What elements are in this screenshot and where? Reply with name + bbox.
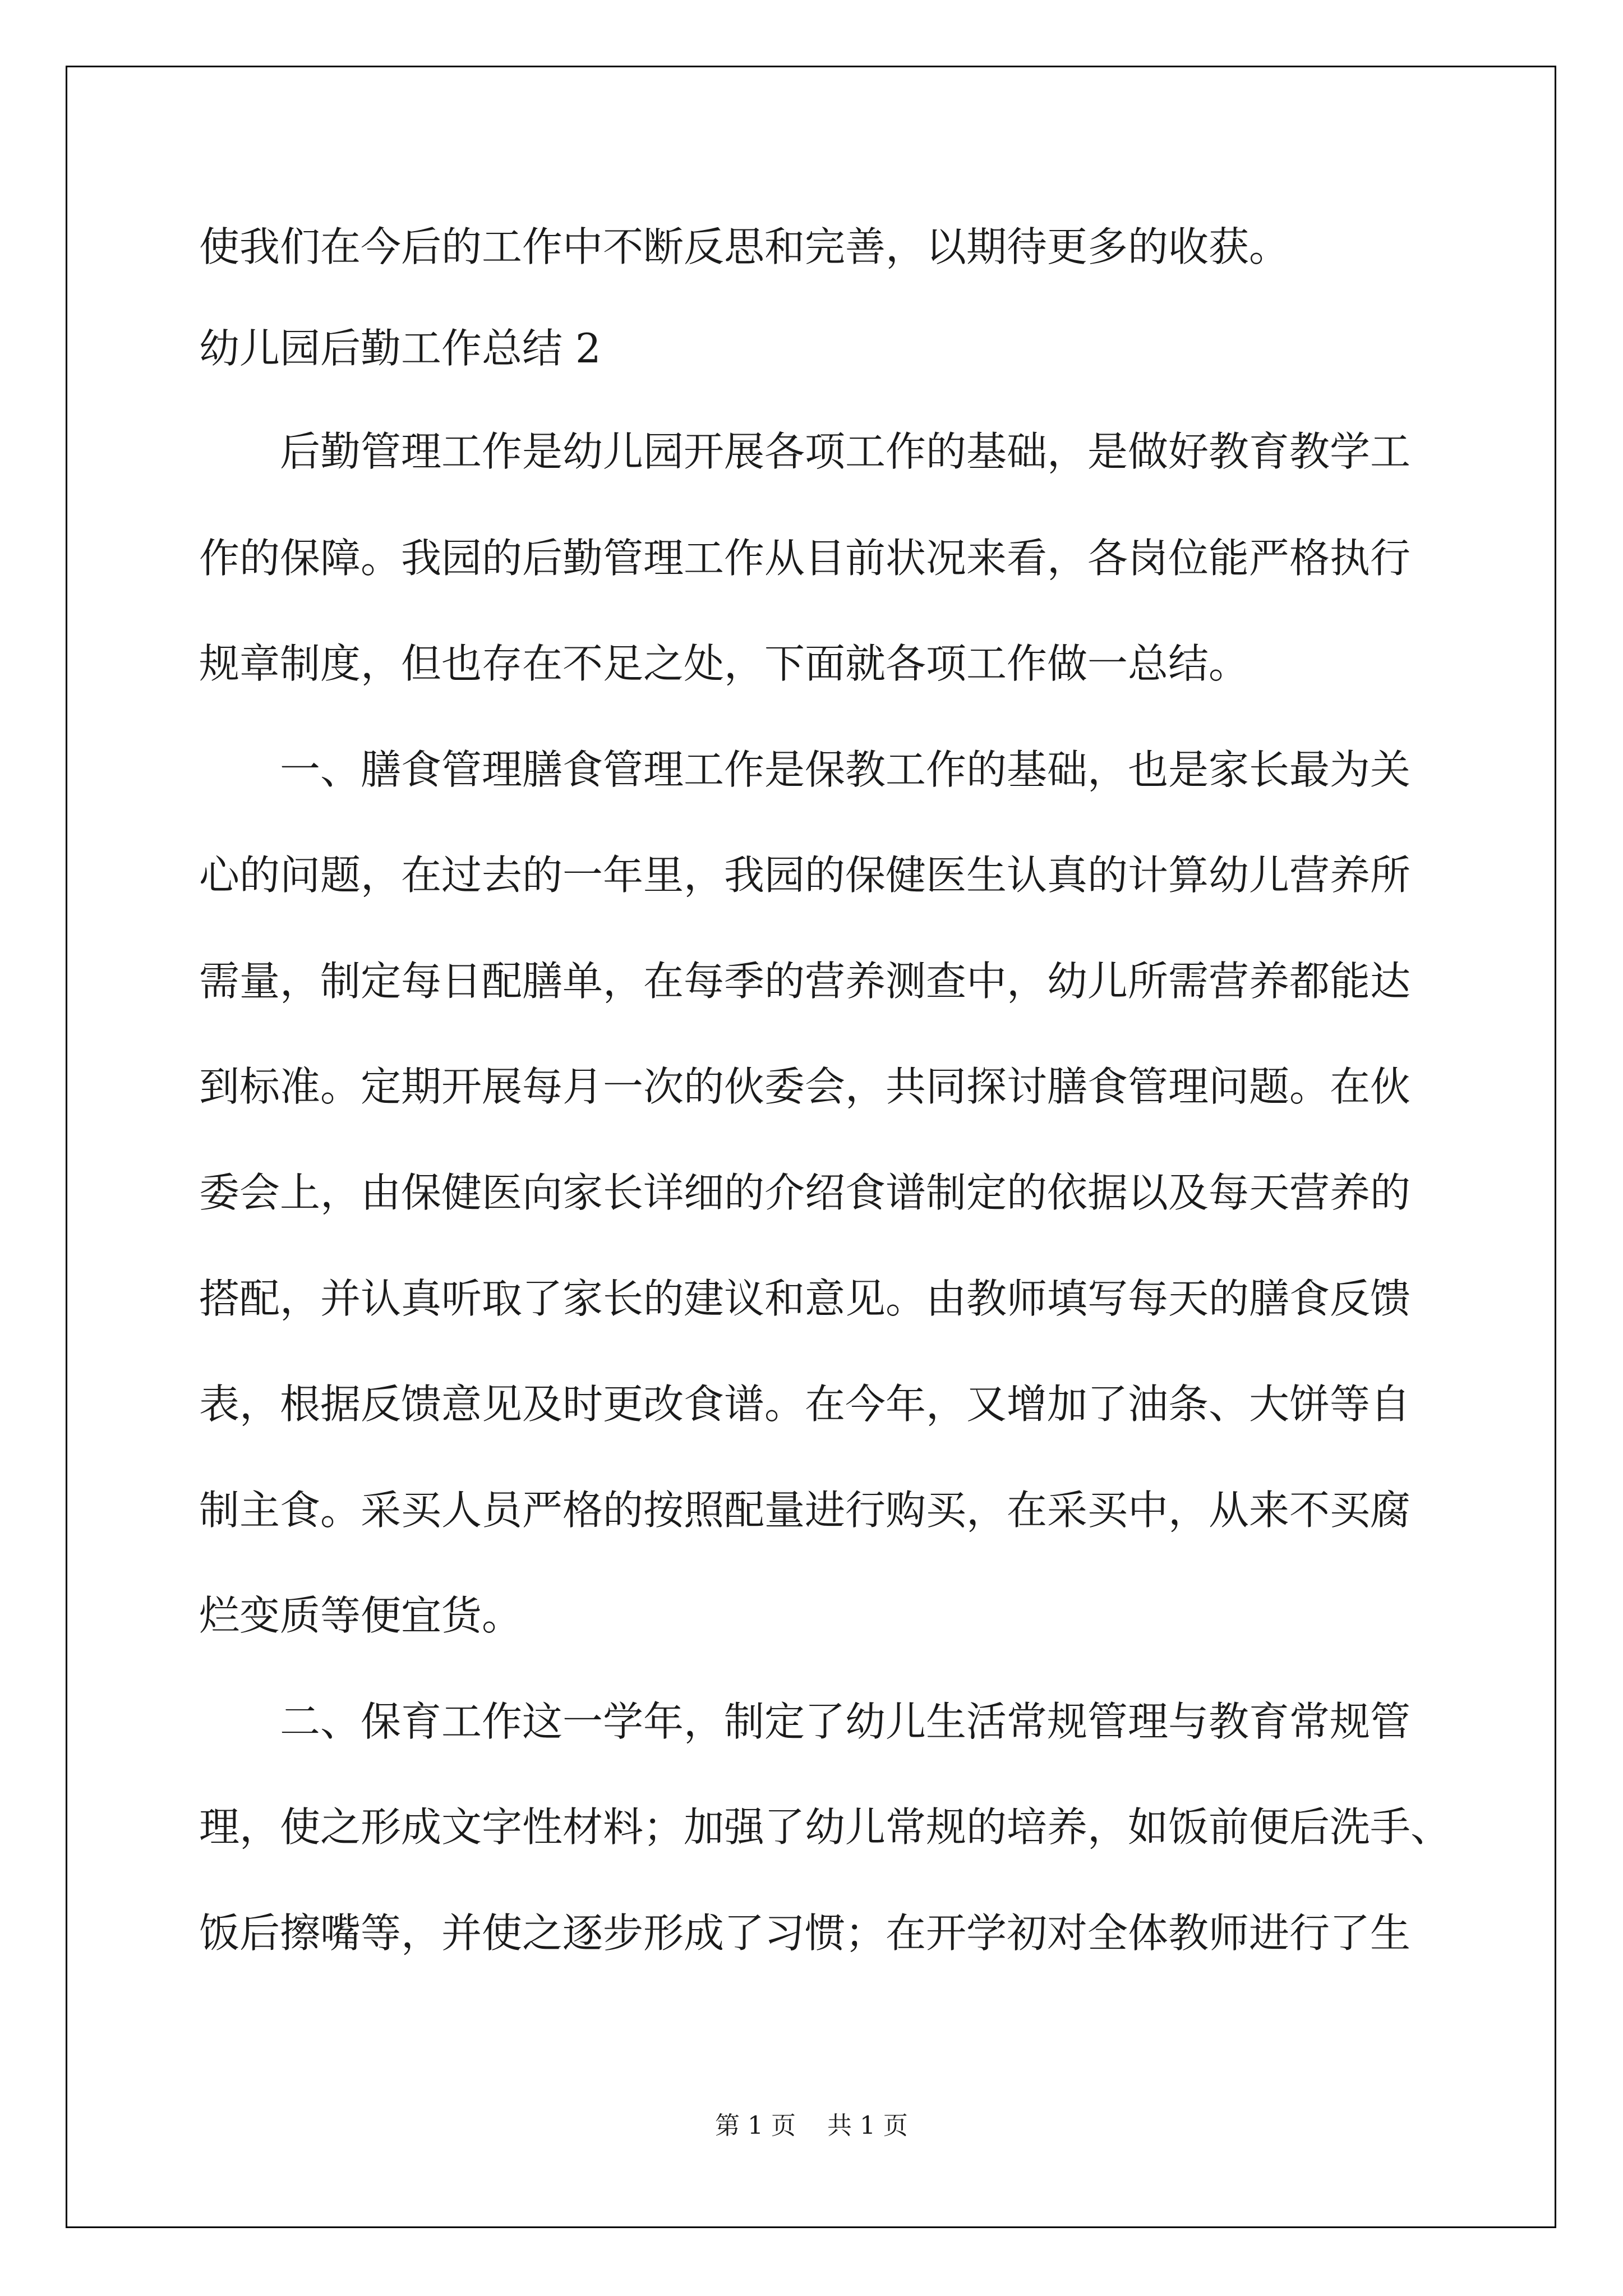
paragraph-line: 到标准。定期开展每月一次的伙委会，共同探讨膳食管理问题。在伙 <box>199 1063 1411 1110</box>
paragraph-line: 二、保育工作这一学年，制定了幼儿生活常规管理与教育常规管 <box>280 1698 1411 1745</box>
paragraph-line: 一、膳食管理膳食管理工作是保教工作的基础，也是家长最为关 <box>280 746 1411 793</box>
paragraph-line: 委会上，由保健医向家长详细的介绍食谱制定的依据以及每天营养的 <box>199 1169 1411 1216</box>
paragraph-line: 心的问题，在过去的一年里，我园的保健医生认真的计算幼儿营养所 <box>199 852 1411 899</box>
paragraph-line: 作的保障。我园的后勤管理工作从目前状况来看，各岗位能严格执行 <box>199 535 1411 582</box>
paragraph-line: 规章制度，但也存在不足之处，下面就各项工作做一总结。 <box>199 640 1249 687</box>
paragraph-line: 制主食。采买人员严格的按照配量进行购买，在采买中，从来不买腐 <box>199 1487 1411 1534</box>
page-border <box>66 66 1556 2228</box>
paragraph-line: 后勤管理工作是幼儿园开展各项工作的基础，是做好教育教学工 <box>280 428 1411 475</box>
paragraph-line: 表，根据反馈意见及时更改食谱。在今年，又增加了油条、大饼等自 <box>199 1381 1411 1428</box>
paragraph-line: 搭配，并认真听取了家长的建议和意见。由教师填写每天的膳食反馈 <box>199 1275 1411 1322</box>
paragraph-line: 烂变质等便宜货。 <box>199 1592 523 1639</box>
section-heading: 幼儿园后勤工作总结 2 <box>199 325 601 372</box>
page-footer: 第 1 页 共 1 页 <box>715 2111 908 2140</box>
text-line: 使我们在今后的工作中不断反思和完善，以期待更多的收获。 <box>199 223 1290 270</box>
paragraph-line: 饭后擦嘴等，并使之逐步形成了习惯；在开学初对全体教师进行了生 <box>199 1910 1411 1957</box>
paragraph-line: 需量，制定每日配膳单，在每季的营养测查中，幼儿所需营养都能达 <box>199 958 1411 1005</box>
paragraph-line: 理，使之形成文字性材料；加强了幼儿常规的培养，如饭前便后洗手、 <box>199 1803 1451 1851</box>
